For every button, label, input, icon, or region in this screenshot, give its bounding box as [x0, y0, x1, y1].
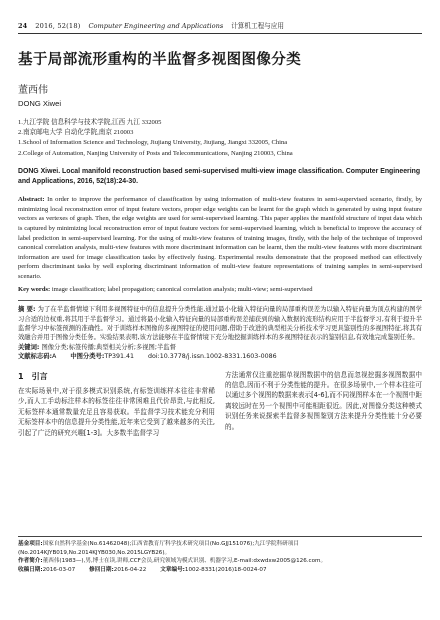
page-number: 24: [18, 22, 28, 30]
keywords-cn-text: 图像分类;标签传播;典型相关分析;多视图;半监督: [41, 343, 176, 351]
affiliation-1-cn: 1.九江学院 信息科学与技术学院,江西 九江 332005: [18, 119, 162, 126]
journal-title-cn: 计算机工程与应用: [231, 22, 284, 30]
author-name-en: DONG Xiwei: [18, 99, 62, 108]
running-header: [18, 0, 422, 34]
body-columns: [18, 370, 422, 438]
author-name-cn: 董西伟: [18, 85, 48, 96]
article-number: 文章编号:1002-8331(2016)18-0024-07: [160, 566, 267, 573]
section-heading: [18, 372, 215, 382]
doc-code: 文献标志码:A: [18, 353, 57, 361]
journal-title-en: Computer Engineering and Applications: [88, 22, 224, 30]
abstract-label: Abstract:: [18, 196, 45, 204]
abstract-cn-label: 摘 要:: [18, 306, 36, 314]
received-date: 收稿日期:2016-03-07: [18, 566, 76, 573]
citation: DONG Xiwei. Local manifold reconstruction based semi-supervised multi-view image classification. Computer Engineering and Applications, 2016, 52(18):24-30.: [18, 167, 421, 186]
paper-title: 基于局部流形重构的半监督多视图图像分类: [18, 52, 302, 68]
revised-date: 修回日期:2016-04-22: [89, 566, 147, 573]
section-number: 1: [18, 371, 24, 381]
affiliation-2-en: 2.College of Automation, Nanjing University of Posts and Telecommunications, Nanjing 210003, China: [18, 149, 293, 157]
body-column-left: [18, 370, 215, 438]
footnotes: [18, 536, 422, 574]
section-title: 引言: [31, 371, 48, 381]
dates-row: [18, 566, 422, 575]
body-text-right: 方法通常仅注重挖掘单视图数据中的信息而忽视挖掘多视图数据中的信息,因而不利于分类性能的提升。在很多场景中,一个样本往往可以通过多个视图的数据来表示[4-6],而不同视图样本在一个视图中距离较远时在另一个视图中可能相距很近。因此,对图像分类这种模式识别任务来说探索半监督多视图鉴别方法来提升分类性能十分必要的。: [225, 370, 422, 431]
affiliation-1-en: 1.School of Information Science and Technology, Jiujiang University, Jiujiang, Jiangxi 332005, China: [18, 139, 288, 147]
body-column-right: [225, 370, 422, 438]
doi: doi:10.3778/j.issn.1002-8331.1603-0086: [148, 353, 277, 361]
fund-note: 基金项目:国家自然科学基金(No.61462048);江西省教育厅科学技术研究项目(No.GJJ151076);九江学院科研项目(No.2014KJYB019,No.2014KJYB030,No.2015LGYB26)。: [18, 541, 299, 556]
keywords-label: Key words:: [18, 285, 51, 293]
keywords-cn-label: 关键词:: [18, 343, 40, 351]
author-bio: 作者简介:董西伟(1983—),男,博士在读,讲师,CCF会员,研究领域为模式识别、机器学习,E-mail:dxwdxw2005@126.com。: [18, 558, 327, 565]
abstract-en: [18, 195, 422, 281]
body-text-left: 在实际场景中,对于很多模式识别系统,有标签训练样本往往非常稀少,而人工手动标注样本的标签往往非常困难且代价昂贵,与此相反,无标签样本通常数量充足且容易获取。半监督学习技术能充分利用无标签样本中的信息提升分类性能,近年来它受到了越来越多的关注,引起了广泛的研究兴趣[1-3]。大多数半监督学习: [18, 387, 215, 437]
classification-row: [18, 352, 422, 361]
affiliations: [18, 118, 422, 159]
abstract-cn-text: 为了在半监督情境下利用多视图特征中的信息提升分类性能,通过最小化输入特征向量的局部重构误差为以输入特征向量为顶点构建的图学习合适的边权重,将其用于半监督学习。通过将最小化输入特征向量的局部重构误差捕获到的输入数据的流形结构应用于半监督学习,有利于提升半监督学习中标签预测的准确性。对于训练样本图像的多视图特征的使用问题,借助于改进的典型相关分析技术学习更具鉴别性的多视图特征,将其有效融合并用于图像分类任务。实验结果表明,该方法能够在半监督情境下充分地挖掘训练样本的多视图特征表示的鉴别信息,有效地完成鉴别任务。: [18, 306, 422, 342]
keywords-en: [18, 285, 422, 295]
divider: [18, 300, 422, 301]
abstract-cn: [18, 305, 422, 343]
keywords-text: image classification; label propagation; canonical correlation analysis; multi-view; semi-supervised: [51, 285, 313, 293]
abstract-text: In order to improve the performance of classification by using information of multi-view features in semi-supervised scenario, firstly, by minimizing local reconstruction error of input feature vectors, proper edge weights can be learnt for the graph which is generated by using input feature vectors as vertexes of graph. Then, the edge weights are used for semi-supervised learning. This paper applies the manifold structure of input data which is captured by minimizing local reconstruction error of input feature vectors for semi-supervised learning, which is beneficial to improve the accuracy of label prediction in semi-supervised learning. For the using of multi-view features of training images, firstly, with the help of the technique of improved canonical correlation analysis, multi-view features with more discriminant information can be learnt, then the multi-view features with more discriminant information are used for image classification tasks by effectively fusing. Experimental results demonstrate that the proposed method can effectively perform discriminant tasks by well exploring discriminant information of multi-view feature representations of training samples in semi-supervised scenario.: [18, 196, 422, 280]
keywords-cn: [18, 343, 422, 352]
clc-code: 中图分类号:TP391.41: [70, 353, 135, 361]
issue-info: 2016, 52(18): [35, 22, 81, 30]
affiliation-2-cn: 2.南京邮电大学 自动化学院,南京 210003: [18, 129, 134, 137]
